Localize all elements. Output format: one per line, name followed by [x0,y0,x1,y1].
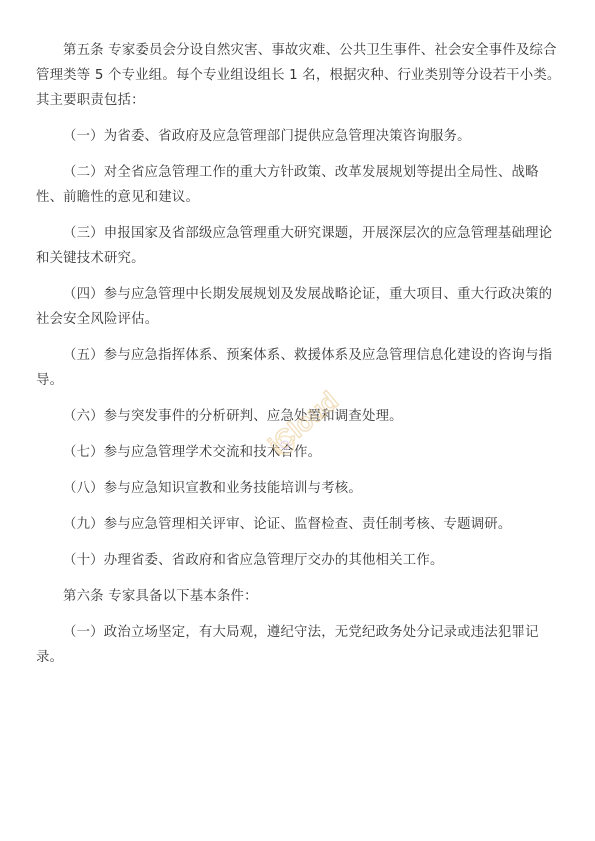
article-5-item-1: （一）为省委、省政府及应急管理部门提供应急管理决策咨询服务。 [63,129,471,144]
watermark-text: iCloud [262,385,344,461]
article-5-item-2: （二）对全省应急管理工作的重大方针政策、改革发展规划等提出全局性、战略性、前瞻性的意见和建议。 [36,165,539,205]
article-5-item-4: （四）参与应急管理中长期发展规划及发展战略论证，重大项目、重大行政决策的社会安全风险评估。 [36,287,553,327]
article-5-item-8: （八）参与应急知识宣教和业务技能培训与考核。 [63,481,362,496]
article-5-item-9: （九）参与应急管理相关评审、论证、监督检查、责任制考核、专题调研。 [63,517,512,532]
article-5-item-10: （十）办理省委、省政府和省应急管理厅交办的其他相关工作。 [63,553,444,568]
article-5-item-6: （六）参与突发事件的分析研判、应急处置和调查处理。 [63,409,403,424]
article-6-intro: 第六条 专家具备以下基本条件： [63,589,258,604]
article-5-item-5: （五）参与应急指挥体系、预案体系、救援体系及应急管理信息化建设的咨询与指导。 [36,348,553,388]
article-5-intro: 第五条 专家委员会分设自然灾害、事故灾难、公共卫生事件、社会安全事件及综合管理类等 5 个专业组。每个专业组设组长 1 名，根据灾种、行业类别等分设若干小类。其主要职责包括： [36,43,561,108]
article-5-item-3: （三）申报国家及省部级应急管理重大研究课题，开展深层次的应急管理基础理论和关键技术研究。 [36,226,553,266]
article-6-item-1: （一）政治立场坚定，有大局观，遵纪守法，无党纪政务处分记录或违法犯罪记录。 [36,625,539,665]
document-body [36,38,561,681]
article-5-item-7: （七）参与应急管理学术交流和技术合作。 [63,445,322,460]
